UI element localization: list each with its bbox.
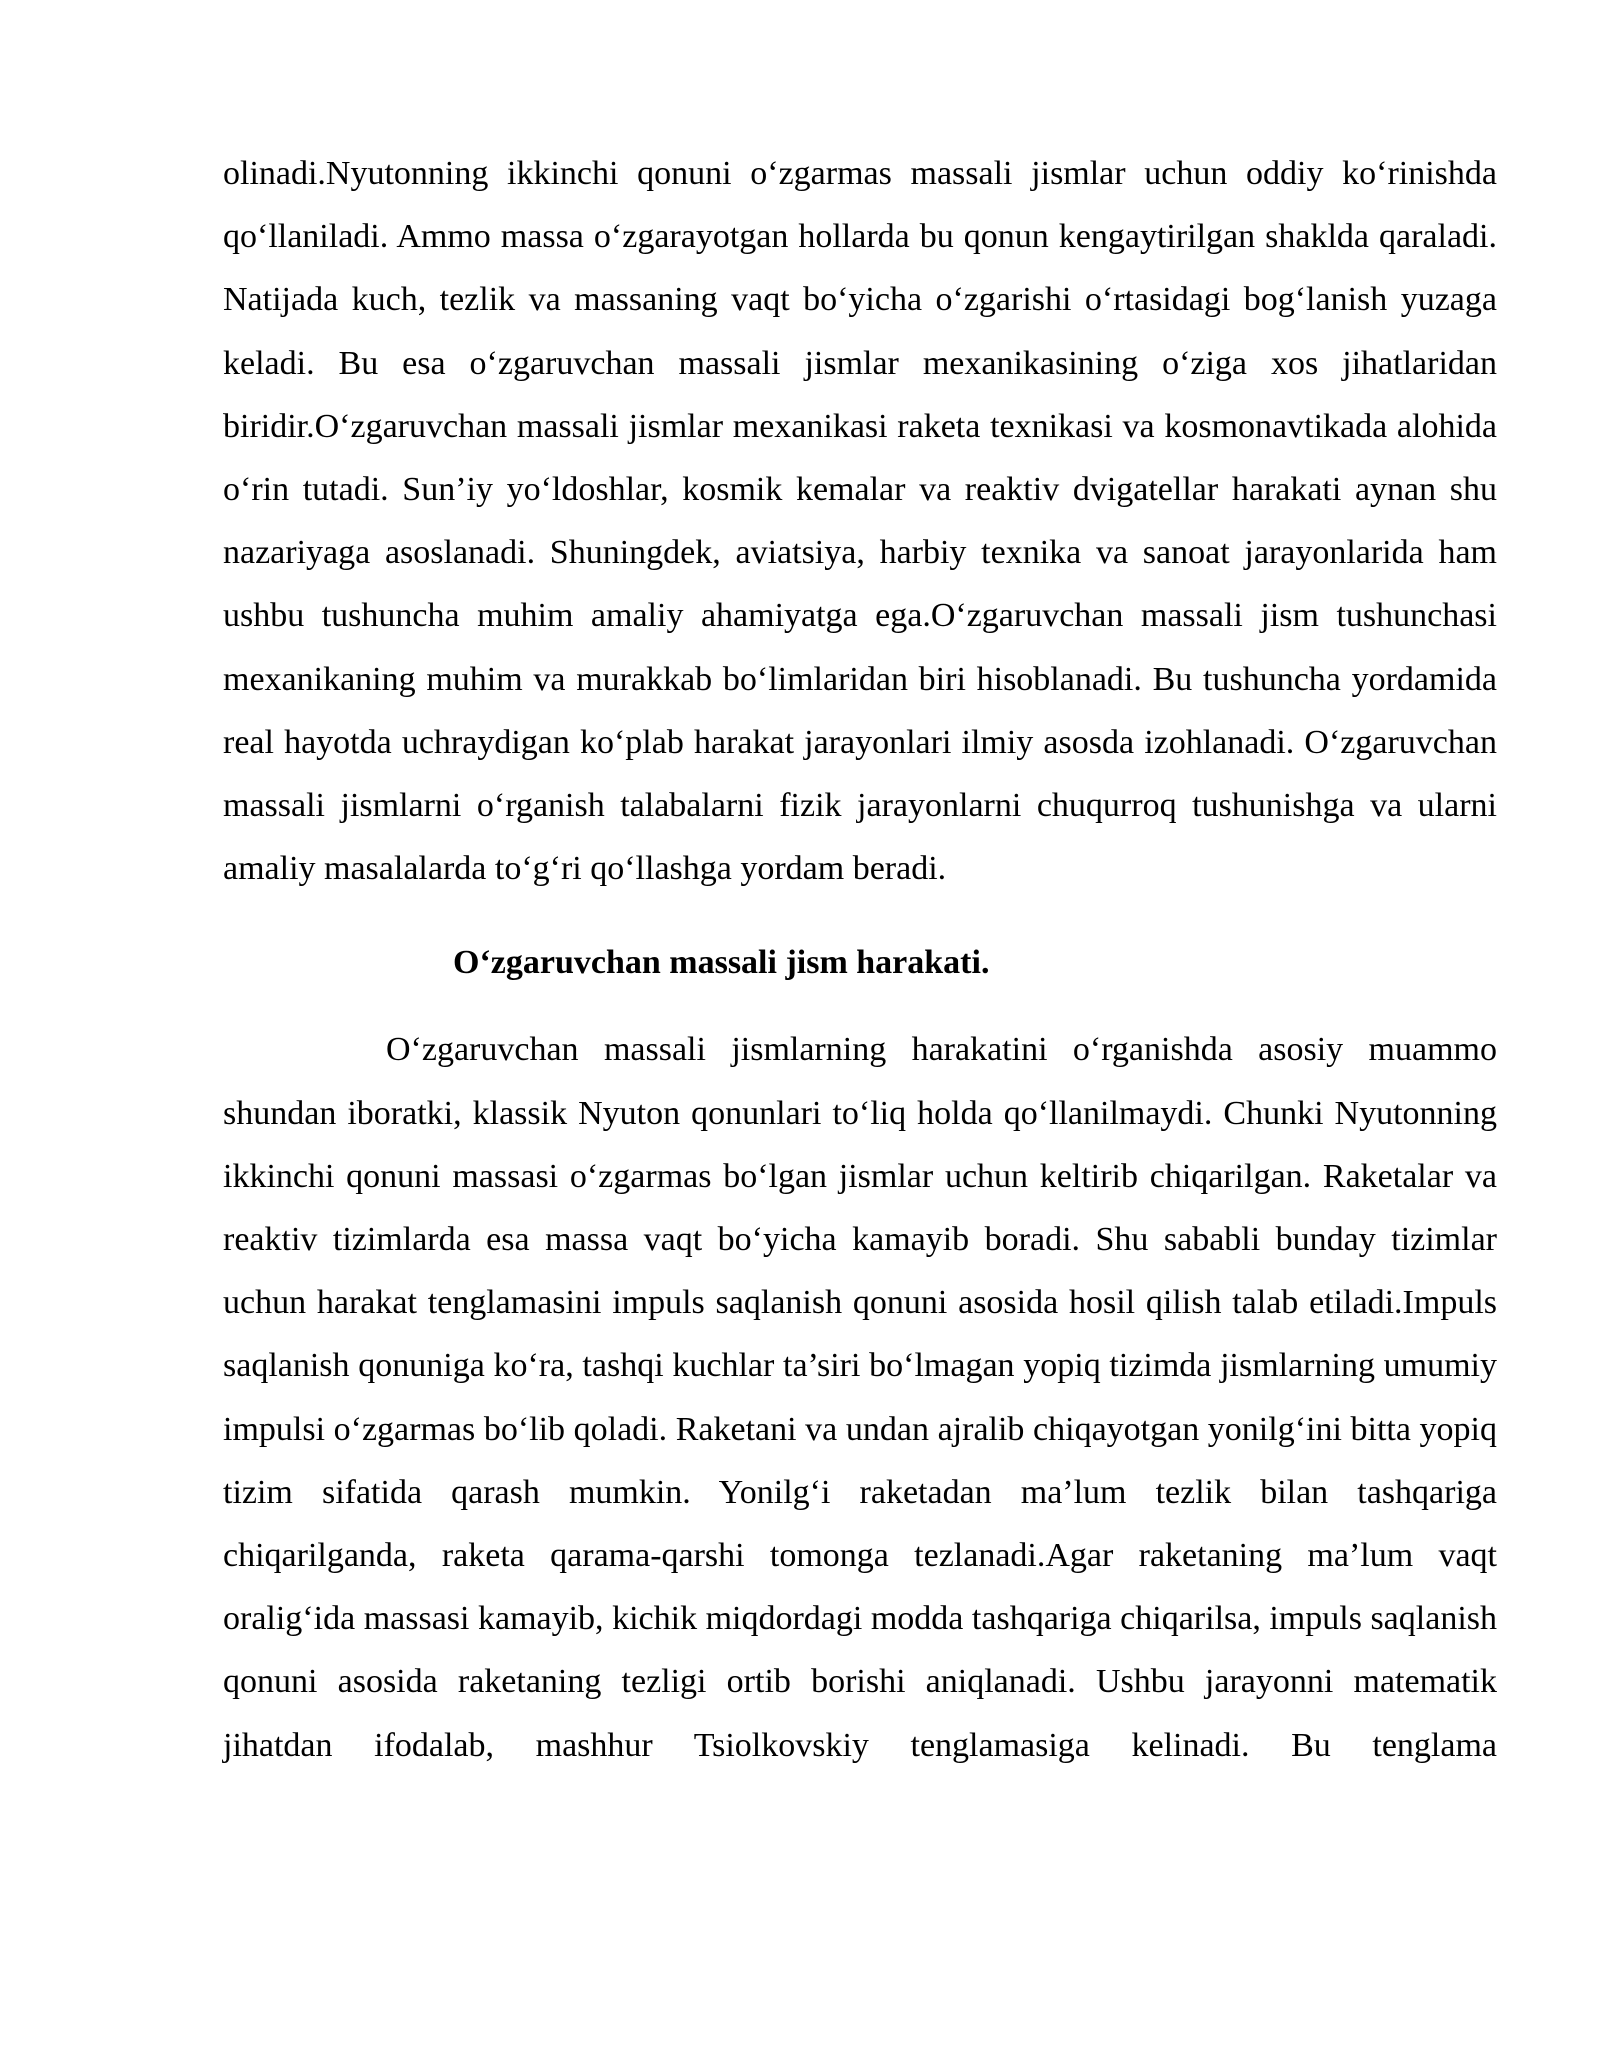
- section-heading: O‘zgaruvchan massali jism harakati.: [453, 944, 990, 982]
- paragraph-spacer: [223, 900, 1497, 931]
- body-paragraph-1: olinadi.Nyutonning ikkinchi qonuni o‘zgarmas massali jismlar uchun oddiy ko‘rinishda qo‘llaniladi. Ammo massa o‘zgarayotgan hollarda bu qonun kengaytirilgan shaklda qaraladi. Natijada kuch, tezlik va massaning vaqt bo‘yicha o‘zgarishi o‘rtasidagi bog‘lanish yuzaga keladi. Bu esa o‘zgaruvchan massali jismlar mexanikasining o‘ziga xos jihatlaridan biridir.O‘zgaruvchan massali jismlar mexanikasi raketa texnikasi va kosmonavtikada alohida o‘rin tutadi. Sun’iy yo‘ldoshlar, kosmik kemalar va reaktiv dvigatellar harakati aynan shu nazariyaga asoslanadi. Shuningdek, aviatsiya, harbiy texnika va sanoat jarayonlarida ham ushbu tushuncha muhim amaliy ahamiyatga ega.O‘zgaruvchan massali jism tushunchasi mexanikaning muhim va murakkab bo‘limlaridan biri hisoblanadi. Bu tushuncha yordamida real hayotda uchraydigan ko‘plab harakat jarayonlari ilmiy asosda izohlanadi. O‘zgaruvchan massali jismlarni o‘rganish talabalarni fizik jarayonlarni chuqurroq tushunishga va ularni amaliy masalalarda to‘g‘ri qo‘llashga yordam beradi.: [223, 155, 1497, 888]
- document-page: [223, 142, 1497, 1777]
- body-paragraph-2: O‘zgaruvchan massali jismlarning harakatini o‘rganishda asosiy muammo shundan iboratki, klassik Nyuton qonunlari to‘liq holda qo‘llanilmaydi. Chunki Nyutonning ikkinchi qonuni massasi o‘zgarmas bo‘lgan jismlar uchun keltirib chiqarilgan. Raketalar va reaktiv tizimlarda esa massa vaqt bo‘yicha kamayib boradi. Shu sababli bunday tizimlar uchun harakat tenglamasini impuls saqlanish qonuni asosida hosil qilish talab etiladi.Impuls saqlanish qonuniga ko‘ra, tashqi kuchlar ta’siri bo‘lmagan yopiq tizimda jismlarning umumiy impulsi o‘zgarmas bo‘lib qoladi. Raketani va undan ajralib chiqayotgan yonilg‘ini bitta yopiq tizim sifatida qarash mumkin. Yonilg‘i raketadan ma’lum tezlik bilan tashqariga chiqarilganda, raketa qarama-qarshi tomonga tezlanadi.Agar raketaning ma’lum vaqt oralig‘ida massasi kamayib, kichik miqdordagi modda tashqariga chiqarilsa, impuls saqlanish qonuni asosida raketaning tezligi ortib borishi aniqlanadi. Ushbu jarayonni matematik jihatdan ifodalab, mashhur Tsiolkovskiy tenglamasiga kelinadi. Bu tenglama: [223, 1031, 1497, 1764]
- heading-spacer: [223, 994, 1497, 1018]
